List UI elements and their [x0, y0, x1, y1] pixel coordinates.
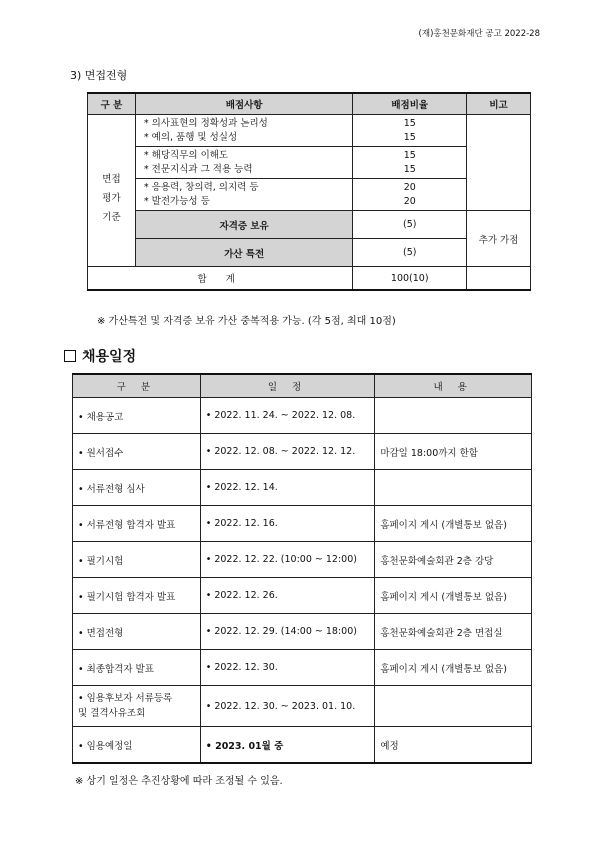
- bonus-label: 가산 특전: [135, 239, 352, 267]
- schedule-title: 채용일정: [82, 349, 137, 365]
- section-title: 3) 면접전형: [70, 69, 128, 82]
- col-header: 배점사항: [135, 93, 352, 115]
- rate-cell: 15 15: [353, 147, 467, 179]
- criteria-cell: * 응용력, 창의력, 의지력 등 * 발전가능성 등: [135, 179, 352, 211]
- criteria-cell: * 의사표현의 정확성과 논리성 * 예의, 품행 및 성실성: [135, 115, 352, 147]
- col-header: 배점비율: [353, 93, 467, 115]
- table-row: • 임용후보자 서류등록 및 결격사유조회 • 2022. 12. 30. ~ 2023. 01. 10.: [73, 686, 532, 727]
- table-row: • 채용공고 • 2022. 11. 24. ~ 2022. 12. 08.: [73, 398, 532, 434]
- bonus-label: 자격증 보유: [135, 211, 352, 239]
- remark-cell: [467, 115, 531, 211]
- notice-number: (재)홍천문화재단 공고 2022-28: [418, 29, 540, 39]
- bonus-note: 추가 가점: [467, 211, 531, 267]
- total-value: 100(10): [353, 267, 467, 291]
- table-row: • 면접전형 • 2022. 12. 29. (14:00 ~ 18:00) 홍천문화예술회관 2층 면접실: [73, 614, 532, 650]
- table-row: • 서류전형 합격자 발표 • 2022. 12. 16. 홈페이지 게시 (개별통보 없음): [73, 506, 532, 542]
- col-header: 구 분: [88, 93, 136, 115]
- table-row: • 필기시험 • 2022. 12. 22. (10:00 ~ 12:00) 홍천문화예술회관 2층 강당: [73, 542, 532, 578]
- col-header: 내 용: [375, 374, 532, 398]
- table-row: • 필기시험 합격자 발표 • 2022. 12. 26. 홈페이지 게시 (개별통보 없음): [73, 578, 532, 614]
- schedule-table: [72, 373, 532, 764]
- category-cell: 면접 평가 기준: [88, 115, 136, 267]
- bonus-rate: (5): [353, 211, 467, 239]
- bonus-note-text: ※ 가산특전 및 자격증 보유 가산 중복적용 가능. (각 5점, 최대 10점): [97, 316, 396, 327]
- table-row: • 최종합격자 발표 • 2022. 12. 30. 홈페이지 게시 (개별통보 없음): [73, 650, 532, 686]
- checkbox-square-icon: [64, 350, 76, 362]
- col-header: 비고: [467, 93, 531, 115]
- interview-criteria-table: [87, 92, 531, 291]
- schedule-note: ※ 상기 일정은 추진상황에 따라 조정될 수 있음.: [75, 776, 283, 787]
- schedule-heading: [64, 346, 136, 366]
- col-header: 구 분: [73, 374, 201, 398]
- rate-cell: 20 20: [353, 179, 467, 211]
- col-header: 일 정: [200, 374, 375, 398]
- table-row: • 임용예정일 • 2023. 01월 중 예정: [73, 727, 532, 764]
- table-row: • 원서접수 • 2022. 12. 08. ~ 2022. 12. 12. 마감일 18:00까지 한함: [73, 434, 532, 470]
- criteria-cell: * 해당직무의 이해도 * 전문지식과 그 적용 능력: [135, 147, 352, 179]
- total-label: 합 계: [88, 267, 353, 291]
- table-row: • 서류전형 심사 • 2022. 12. 14.: [73, 470, 532, 506]
- bonus-rate: (5): [353, 239, 467, 267]
- rate-cell: 15 15: [353, 115, 467, 147]
